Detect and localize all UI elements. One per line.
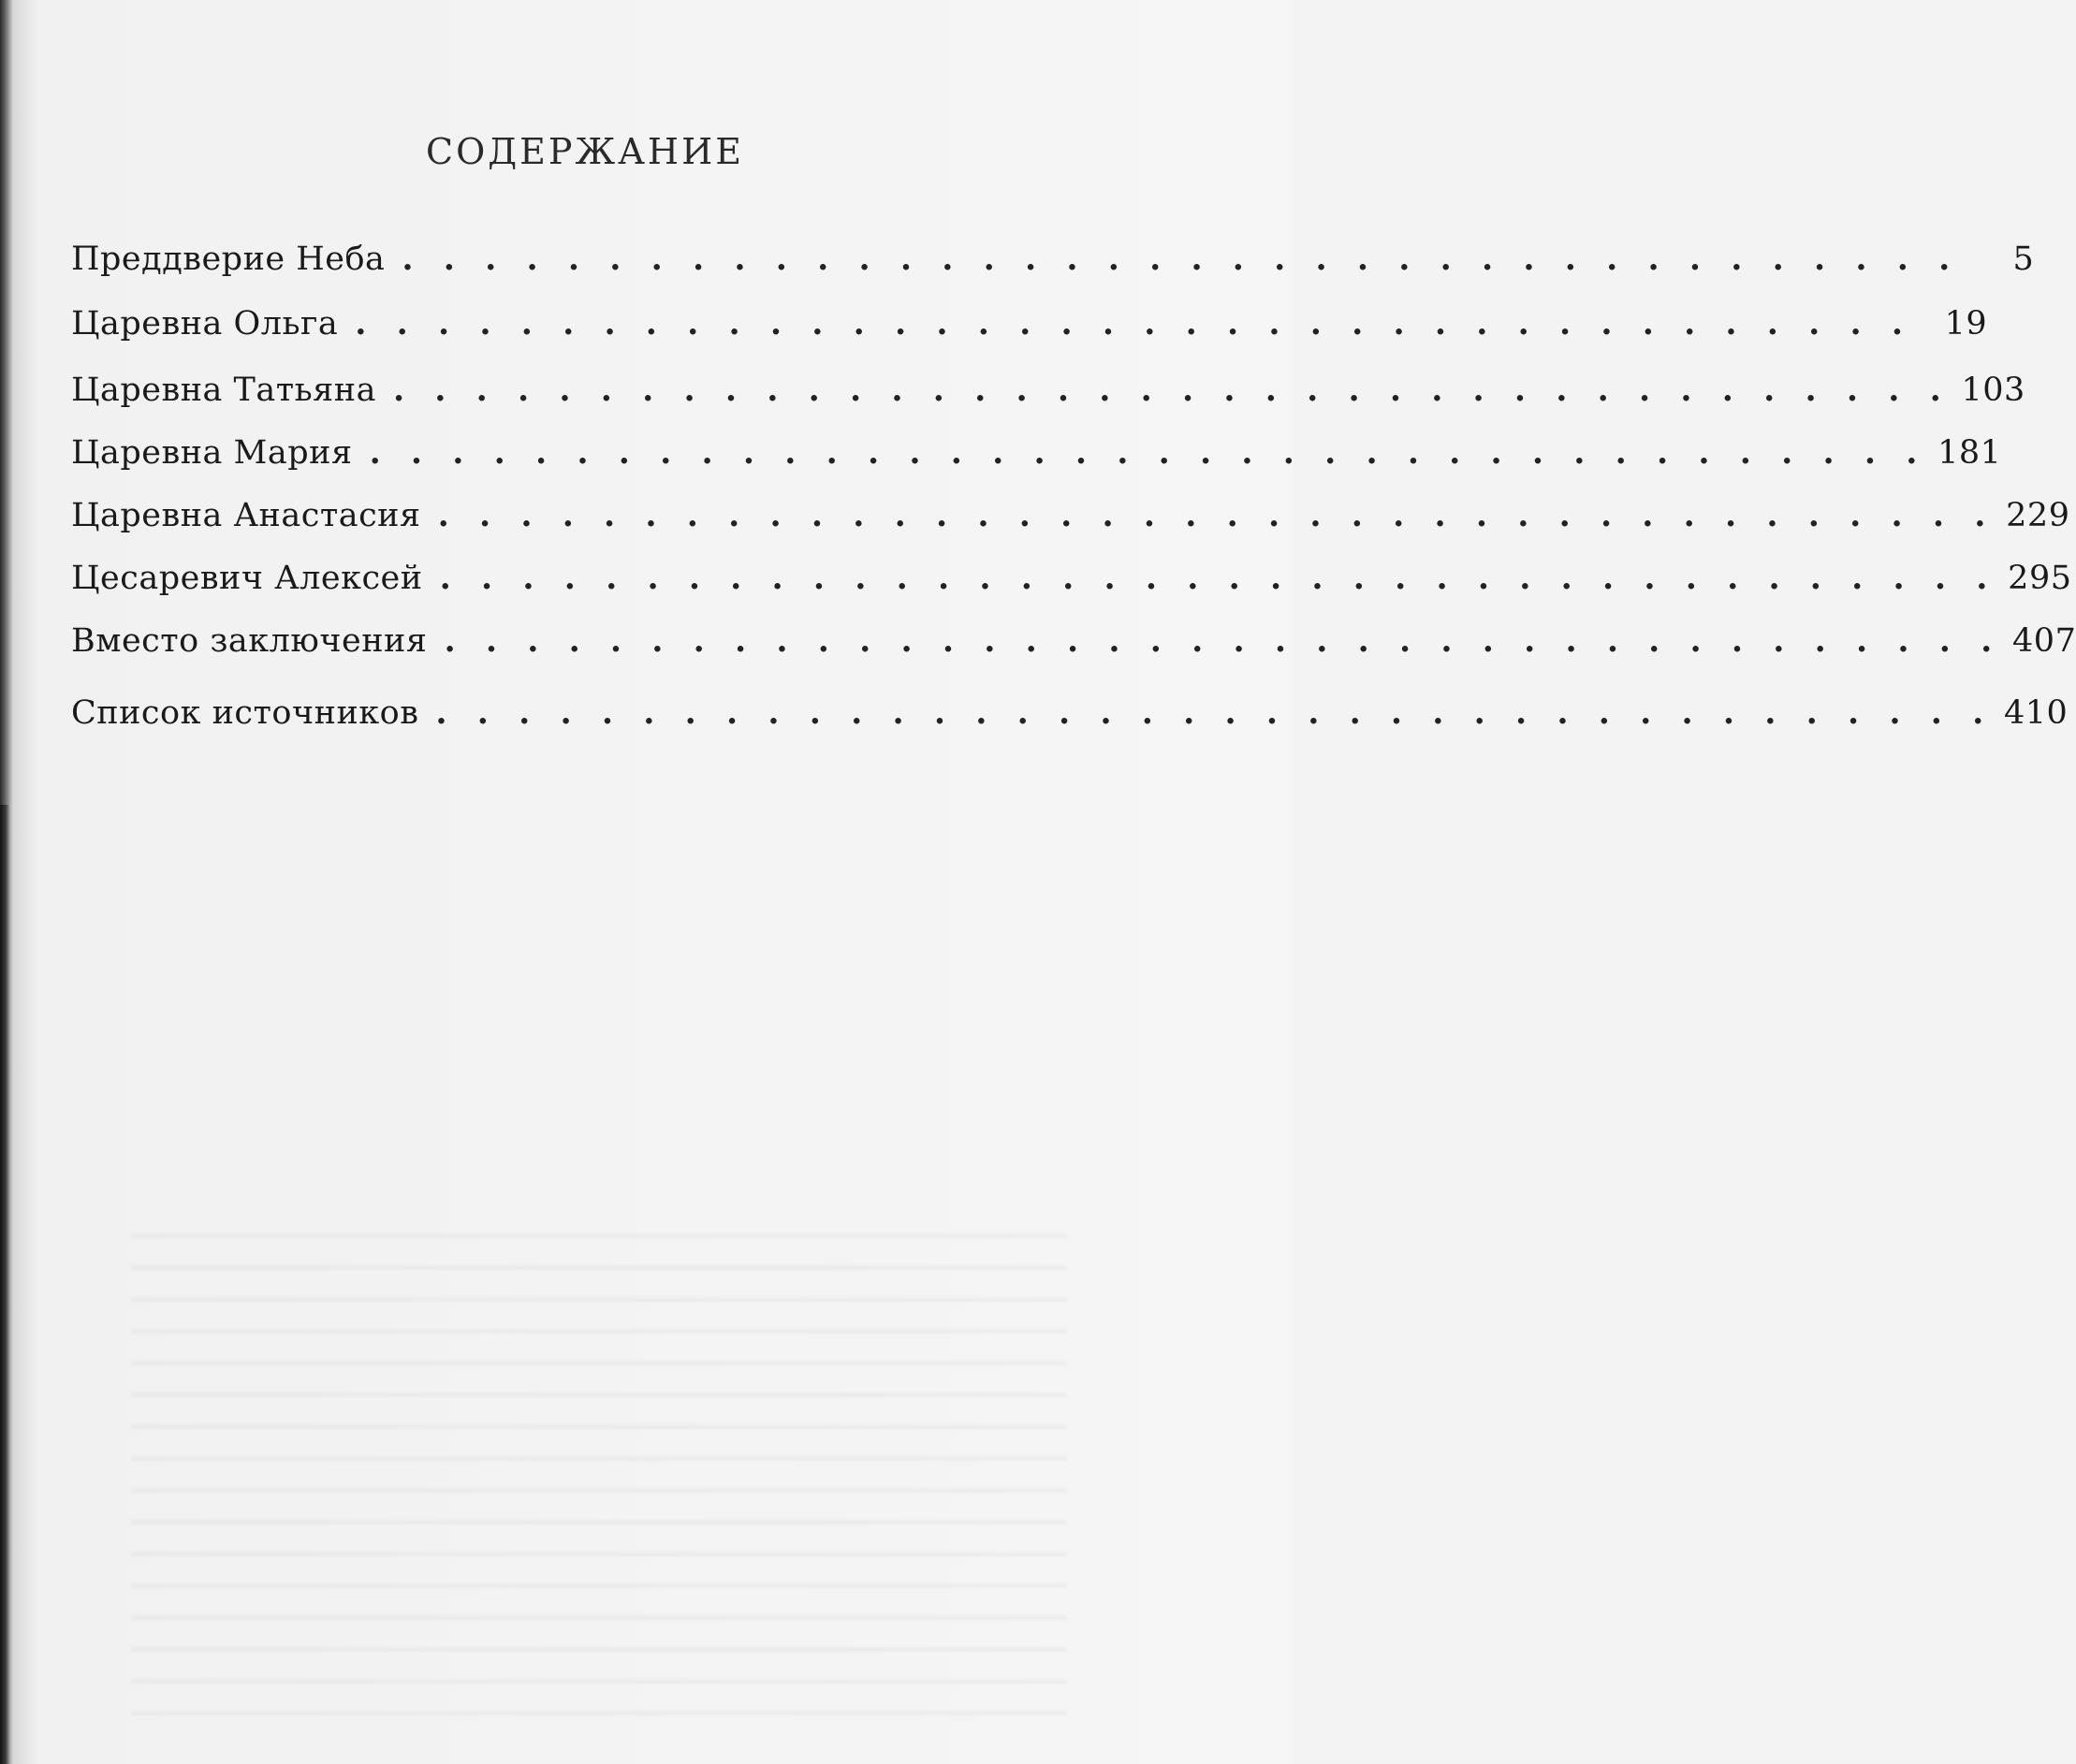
toc-entry-title: Царевна Мария [71, 434, 353, 472]
toc-entry-page: 229 [2006, 497, 2070, 534]
dot-leader: . . . . . . . . . . . . . . . . . . . . . . . . . . . . . . . . . . . . . . [355, 304, 1913, 343]
dot-leader: . . . . . . . . . . . . . . . . . . . . . . . . . . . . . . . . . . . . . . [369, 433, 1927, 472]
toc-entry [71, 304, 1988, 370]
dot-leader: . . . . . . . . . . . . . . . . . . . . . . . . . . . . . . . . . . . . . . [402, 240, 1960, 278]
toc-entry-title: Список источников [71, 694, 419, 732]
dot-leader: . . . . . . . . . . . . . . . . . . . . . . . . . . . . . . . . . . . . . . [444, 621, 2002, 660]
table-of-contents [71, 240, 2076, 759]
show-through-text [131, 1217, 1067, 1741]
dot-leader: . . . . . . . . . . . . . . . . . . . . . . . . . . . . . . . . . . . . . . [392, 371, 1951, 409]
dot-leader: . . . . . . . . . . . . . . . . . . . . . . . . . . . . . . . . . . . . . . [439, 559, 1997, 597]
toc-entry-page: 103 [1961, 372, 2025, 409]
toc-entry-title: Царевна Анастасия [71, 497, 421, 534]
toc-entry [71, 433, 2002, 499]
toc-entry [71, 559, 2072, 624]
toc-entry [71, 621, 2076, 687]
page-title: СОДЕРЖАНИЕ [426, 131, 744, 172]
toc-entry-title: Царевна Татьяна [71, 372, 376, 409]
toc-entry-title: Преддверие Неба [71, 241, 386, 278]
book-spine-shadow [0, 805, 9, 1764]
toc-entry-title: Цесаревич Алексей [71, 560, 423, 597]
dot-leader: . . . . . . . . . . . . . . . . . . . . . . . . . . . . . . . . . . . . . . [435, 693, 1994, 732]
toc-entry-title: Царевна Ольга [71, 305, 339, 343]
dot-leader: . . . . . . . . . . . . . . . . . . . . . . . . . . . . . . . . . . . . . . [437, 496, 1996, 534]
toc-entry-title: Вместо заключения [71, 622, 428, 660]
toc-entry [71, 240, 2035, 305]
toc-entry-page: 410 [2004, 694, 2069, 732]
toc-entry-page: 181 [1937, 434, 2002, 472]
toc-entry [71, 693, 2069, 759]
toc-entry [71, 496, 2070, 561]
toc-entry [71, 371, 2025, 436]
toc-entry-page: 19 [1944, 305, 1988, 343]
toc-entry-page: 407 [2012, 622, 2076, 660]
toc-entry-page: 5 [2012, 241, 2035, 278]
toc-entry-page: 295 [2008, 560, 2072, 597]
